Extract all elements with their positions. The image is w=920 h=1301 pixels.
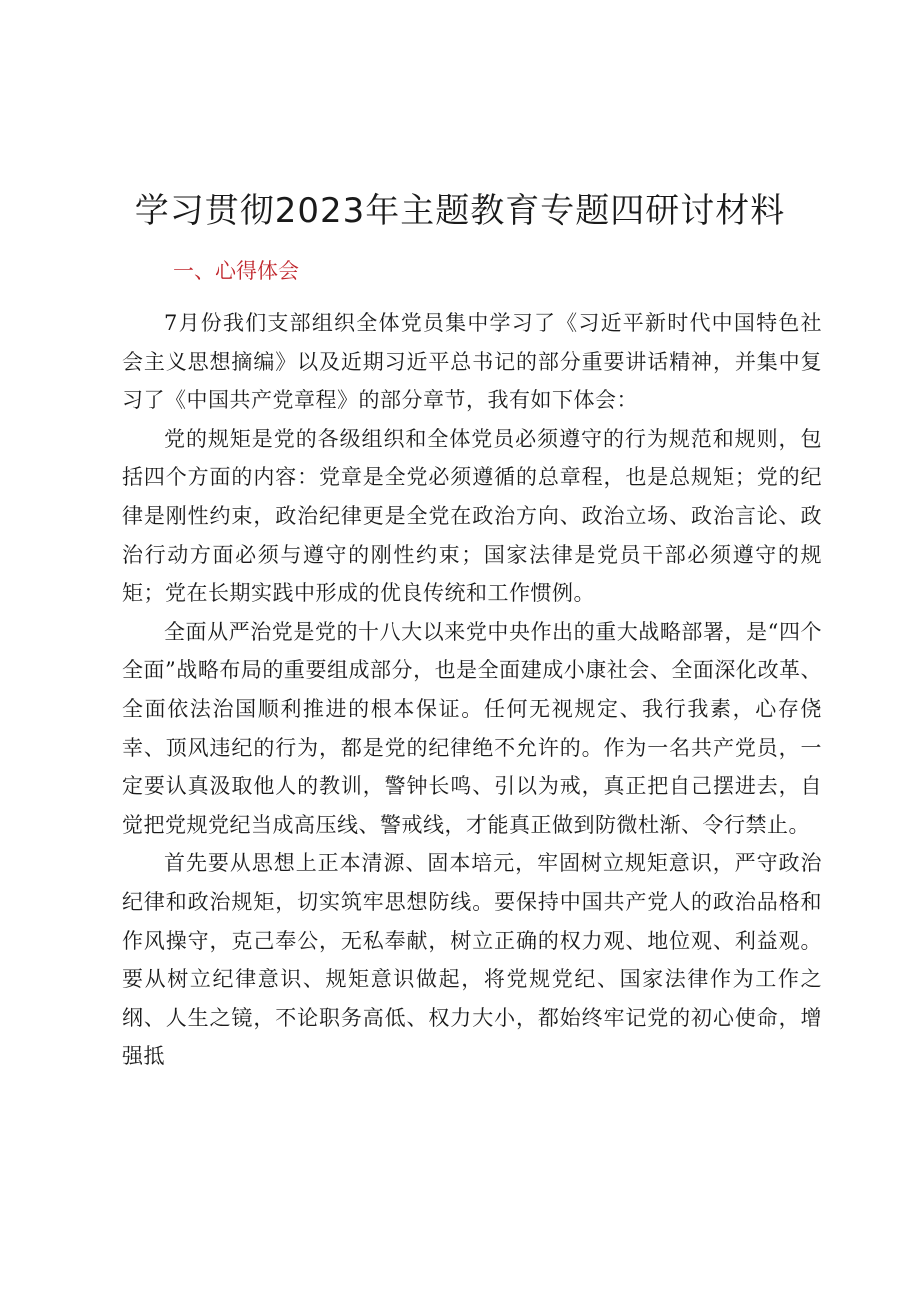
paragraph-3: 全面从严治党是党的十八大以来党中央作出的重大战略部署，是“四个全面”战略布局的重要组成部分，也是全面建成小康社会、全面深化改革、全面依法治国顺利推进的根本保证。任何无视规定、我行我素，心存侥幸、顶风违纪的行为，都是党的纪律绝不允许的。作为一名共产党员，一定要认真汲取他人的教训，警钟长鸣、引以为戒，真正把自己摆进去，自觉把党规党纪当成高压线、警戒线，才能真正做到防微杜渐、令行禁止。 — [122, 619, 822, 837]
document-title: 学习贯彻2023年主题教育专题四研讨材料 — [134, 191, 786, 231]
paragraph-4: 首先要从思想上正本清源、固本培元，牢固树立规矩意识，严守政治纪律和政治规矩，切实筑牢思想防线。要保持中国共产党人的政治品格和作风操守，克己奉公，无私奉献，树立正确的权力观、地位观、利益观。要从树立纪律意识、规矩意识做起，将党规党纪、国家法律作为工作之纲、人生之镜，不论职务高低、权力大小，都始终牢记党的初心使命，增强抵 — [122, 851, 822, 1069]
paragraph-1: 7月份我们支部组织全体党员集中学习了《习近平新时代中国特色社会主义思想摘编》以及近期习近平总书记的部分重要讲话精神，并集中复习了《中国共产党章程》的部分章节，我有如下体会： — [122, 311, 822, 413]
paragraph-2: 党的规矩是党的各级组织和全体党员必须遵守的行为规范和规则，包括四个方面的内容：党章是全党必须遵循的总章程，也是总规矩；党的纪律是刚性约束，政治纪律更是全党在政治方向、政治立场、政治言论、政治行动方面必须与遵守的刚性约束；国家法律是党员干部必须遵守的规矩；党在长期实践中形成的优良传统和工作惯例。 — [122, 426, 822, 606]
section-heading: 一、心得体会 — [173, 259, 299, 283]
document-body — [122, 304, 822, 1076]
